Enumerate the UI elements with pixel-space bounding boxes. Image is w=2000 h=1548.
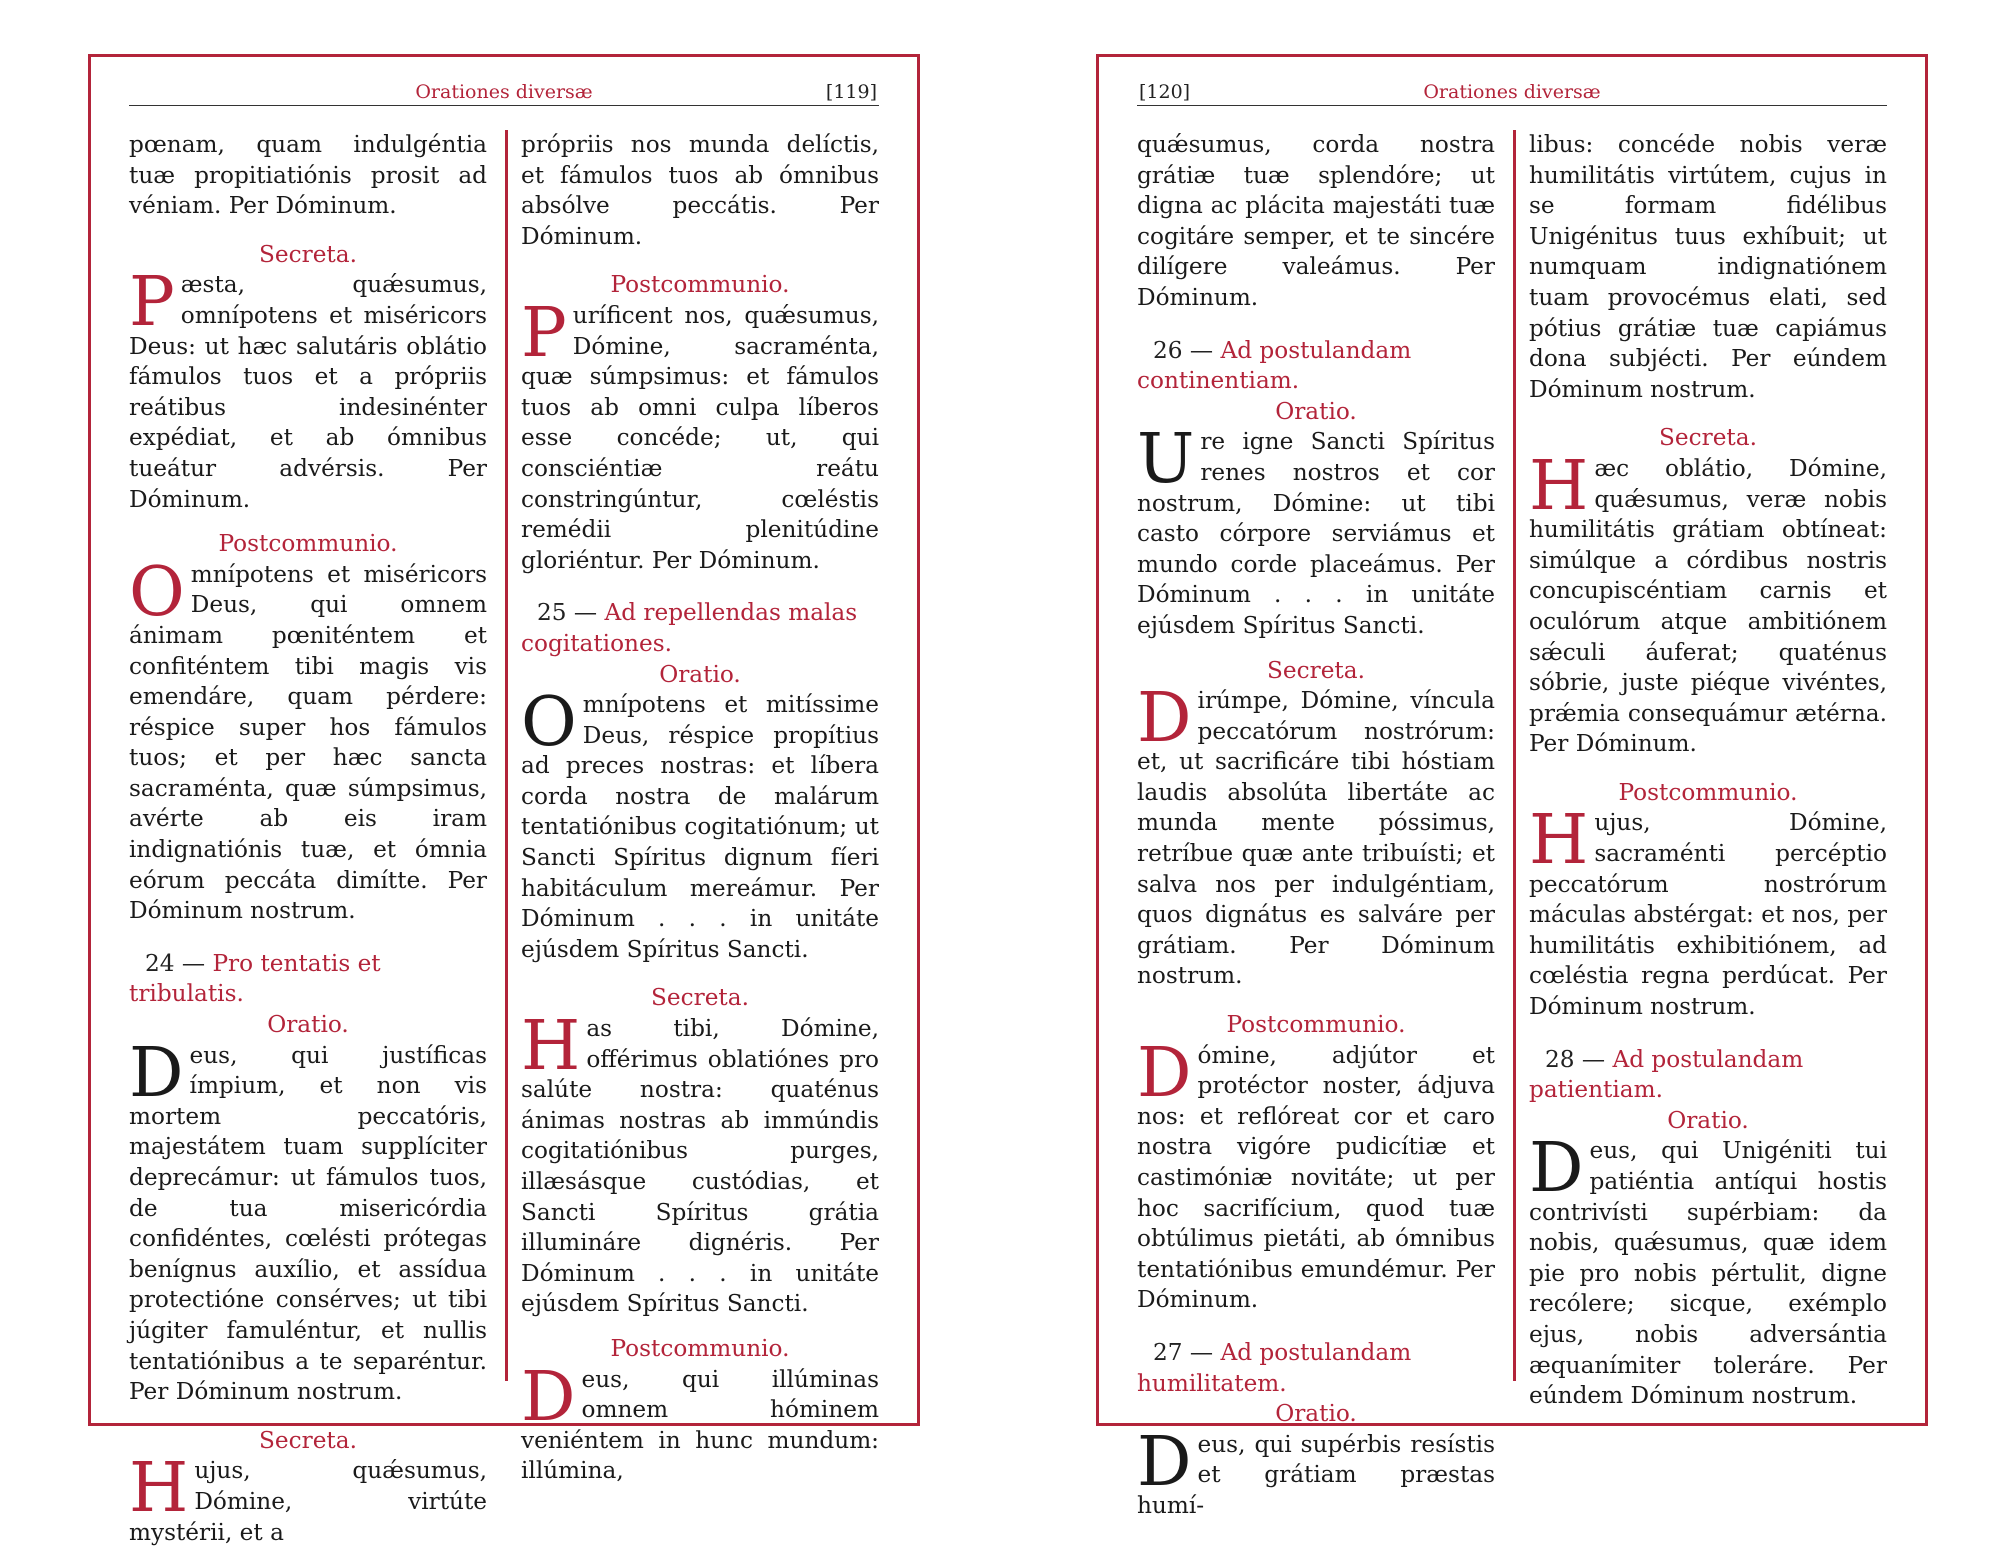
prayer-text: [521, 683, 879, 965]
page-right: [1096, 54, 1928, 1519]
heading-title: Ad postulandam patientiam.: [1529, 1045, 1804, 1104]
prayer-text: [521, 1007, 879, 1320]
heading-number: 25 —: [537, 599, 598, 627]
section-heading: Postcommunio.: [610, 1334, 790, 1362]
prayer-body: eus, qui justíficas ímpium, et non vis mortem peccatóris, majestátem tuam supplíciter deprecámur: ut fámulos tuos, de tua misericórdia confidéntes, cœlésti prótegas benígnus auxílio, et assídua protectióne consérves; ut tibi júgiter famuléntur, et nullis tentatiónibus a te separéntur. Per Dóminum nostrum.: [129, 1041, 487, 1406]
prayer-body: eus, qui supérbis resístis et grátiam præstas humí-: [1137, 1430, 1495, 1519]
heading-number: 24 —: [145, 949, 206, 977]
drop-cap: D: [1137, 679, 1192, 759]
section-heading: Postcommunio.: [1226, 1011, 1406, 1039]
drop-cap: H: [1529, 446, 1589, 526]
section-heading: Postcommunio.: [218, 530, 398, 558]
section-heading: Secreta.: [651, 984, 749, 1012]
prayer-body: irúmpe, Dómine, víncula peccatórum nostrórum: et, ut sacrificáre tibi hóstiam laudis absolúta libertáte ac munda mente póssimus, retríbue quæ ante tribuísti; et salva nos per indulgéntiam, quos dignátus es salváre per grátiam. Per Dóminum nostrum.: [1137, 687, 1495, 990]
column-2: [521, 130, 879, 1485]
prayer-body: re igne Sancti Spíritus renes nostros et cor nostrum, Dómine: ut tibi casto córpore serviámus et mundo corde placeámus. Per Dóminum . . . in unitáte ejúsdem Spíritus Sancti.: [1137, 428, 1495, 639]
body-text: pœnam, quam indulgéntia tuæ propitiatiónis prosit ad véniam. Per Dóminum.: [129, 131, 487, 220]
prayer-body: ujus, Dómine, sacraménti percéptio peccatórum nostrórum máculas abstérgat: et nos, per humilitátis exhibitiónem, ad cœléstia regna perdúcat. Per Dóminum nostrum.: [1529, 809, 1887, 1021]
prayer-body: ujus, quǽsumus, Dómine, virtúte mystérii, et a: [129, 1457, 487, 1546]
drop-cap: O: [521, 683, 577, 763]
body-text: quǽsumus, corda nostra grátiæ tuæ splendóre; ut digna ac plácita majestáti tuæ cogitáre semper, et te sincére dilígere valeámus. Per Dóminum.: [1137, 131, 1495, 311]
prayer-text: [1137, 679, 1495, 992]
prayer-body: æsta, quǽsumus, omnípotens et miséricors Deus: ut hæc salutáris oblátio fámulos tuos et a própriis reátibus indesinénter expédiat, et ab ómnibus tueátur advérsis. Per Dóminum.: [129, 271, 487, 513]
drop-cap: D: [129, 1033, 184, 1113]
section-heading: Oratio.: [1275, 1400, 1357, 1428]
drop-cap: P: [521, 293, 567, 373]
prayer-body: as tibi, Dómine, offérimus oblatiónes pro salúte nostra: quaténus ánimas nostras ab immúndis cogitatiónibus purges, illæsásque custódias, et Sancti Spíritus grátia illumináre dignéris. Per Dóminum . . . in unitáte ejúsdem Spíritus Sancti.: [521, 1015, 879, 1318]
drop-cap: D: [1529, 1129, 1584, 1209]
column-2: [1529, 130, 1887, 1410]
prayer-body: æc oblátio, Dómine, quǽsumus, veræ nobis humilitátis grátiam obtíneat: simúlque a córdibus nostris concupiscéntiam carnis et oculórum atque ambitiónem sǽculi áuferat; quaténus sóbrie, juste piéque vivéntes, prǽmia consequámur ætérna. Per Dóminum.: [1529, 454, 1887, 758]
prayer-text: [1529, 1129, 1887, 1411]
heading-title: Ad postulandam continentiam.: [1137, 336, 1412, 395]
heading-number: 26 —: [1153, 336, 1214, 364]
drop-cap: D: [1137, 1033, 1192, 1113]
prayer-text: [1529, 801, 1887, 1022]
running-title: Orationes diversæ: [1423, 81, 1601, 103]
section-heading: Secreta.: [1659, 424, 1757, 452]
prayer-body: eus, qui Unigéniti tui patiéntia antíqui hostis contrivísti supérbiam: da nobis, quǽsumus, quæ idem pie pro nobis pértulit, digne recólere; sicque, exémplo ejus, nobis adversántia æquanímiter toleráre. Per eúndem Dóminum nostrum.: [1529, 1137, 1887, 1410]
drop-cap: U: [1137, 420, 1195, 500]
column-1: [1137, 130, 1495, 1519]
prayer-text: [1137, 1422, 1495, 1522]
heading-title: Ad postulandam humilitatem.: [1137, 1338, 1412, 1397]
drop-cap: D: [1137, 1422, 1192, 1502]
section-heading: Oratio.: [267, 1011, 349, 1039]
page-left: [88, 54, 920, 1546]
page-number: [120]: [1139, 81, 1191, 103]
prayer-body: uríficent nos, quǽsumus, Dómine, sacraménta, quæ súmpsimus: et fámulos tuos ab omni culpa líberos esse concéde; ut, qui consciéntiæ reátu constringúntur, cœléstis remédii plenitúdine gloriéntur. Per Dóminum.: [521, 301, 879, 574]
section-heading: Postcommunio.: [1618, 778, 1798, 806]
heading-title: Pro tentatis et tribulatis.: [129, 949, 381, 1008]
numbered-heading: [129, 949, 487, 1010]
column-1: [129, 130, 487, 1546]
page-number: [119]: [825, 81, 877, 103]
prayer-body: mnípotens et mitíssime Deus, réspice propítius ad preces nostras: et líbera corda nostra de malárum tentatiónibus cogitatiónum; ut Sancti Spíritus dignum fíeri habitáculum mereámur. Per Dóminum . . . in unitáte ejúsdem Spíritus Sancti.: [521, 691, 879, 963]
prayer-text: [129, 263, 487, 515]
section-heading: Postcommunio.: [610, 271, 790, 299]
heading-number: 28 —: [1545, 1045, 1606, 1073]
prayer-text: [129, 1449, 487, 1548]
section-heading: Secreta.: [1267, 656, 1365, 684]
numbered-heading: [1137, 336, 1495, 397]
prayer-body: ómine, adjútor et protéctor noster, ádjuva nos: et reflóreat cor et caro nostra vigóre pudicítiæ et castimóniæ novitáte; ut per hoc sacrifícium, quod tuæ obtúlimus pietáti, ab ómnibus tentatiónibus emundémur. Per Dóminum.: [1137, 1041, 1495, 1314]
numbered-heading: [1137, 1338, 1495, 1399]
prayer-body: eus, qui illúminas omnem hóminem veniéntem in hunc mundum: illúmina,: [521, 1365, 879, 1485]
prayer-text: [129, 552, 487, 927]
prayer-text: [1529, 446, 1887, 760]
drop-cap: P: [129, 263, 175, 343]
prayer-text: [521, 293, 879, 576]
body-text: libus: concéde nobis veræ humilitátis virtútem, cujus in se formam fidélibus Unigénitus tuus exhíbuit; ut numquam indignatiónem tuam provocémus elati, sed pótius grátiæ tuæ capiámus dona subjécti. Per eúndem Dóminum nostrum.: [1529, 131, 1887, 403]
drop-cap: O: [129, 552, 185, 632]
drop-cap: D: [521, 1357, 576, 1437]
section-heading: Oratio.: [1667, 1106, 1749, 1134]
numbered-heading: [1529, 1045, 1887, 1106]
section-heading: Oratio.: [659, 660, 741, 688]
prayer-text: [521, 1357, 879, 1487]
body-text: própriis nos munda delíctis, et fámulos tuos ab ómnibus absólve peccátis. Per Dóminum.: [521, 131, 879, 250]
page-header: [129, 69, 879, 106]
prayer-body: mnípotens et miséricors Deus, qui omnem ánimam pœniténtem et confiténtem tibi magis vis emendáre, quam pérdere: réspice super hos fámulos tuos; et per hæc sancta sacraménta, quæ súmpsimus, avérte ab eis iram indignatiónis tuæ, et ómnia eórum peccáta dimítte. Per Dóminum nostrum.: [129, 560, 487, 925]
prayer-text: [1137, 420, 1495, 641]
drop-cap: H: [129, 1449, 189, 1529]
section-heading: Oratio.: [1275, 397, 1357, 425]
drop-cap: H: [521, 1007, 581, 1087]
heading-title: Ad repellendas malas cogitationes.: [521, 599, 858, 657]
numbered-heading: [521, 598, 879, 659]
section-heading: Secreta.: [259, 240, 357, 268]
column-divider: [1513, 130, 1516, 1381]
drop-cap: H: [1529, 801, 1589, 881]
prayer-text: [1137, 1033, 1495, 1316]
prayer-text: [129, 1033, 487, 1408]
page-header: [1137, 69, 1887, 106]
running-title: Orationes diversæ: [415, 81, 593, 103]
column-divider: [505, 130, 508, 1381]
section-heading: Secreta.: [259, 1426, 357, 1454]
heading-number: 27 —: [1153, 1338, 1214, 1366]
